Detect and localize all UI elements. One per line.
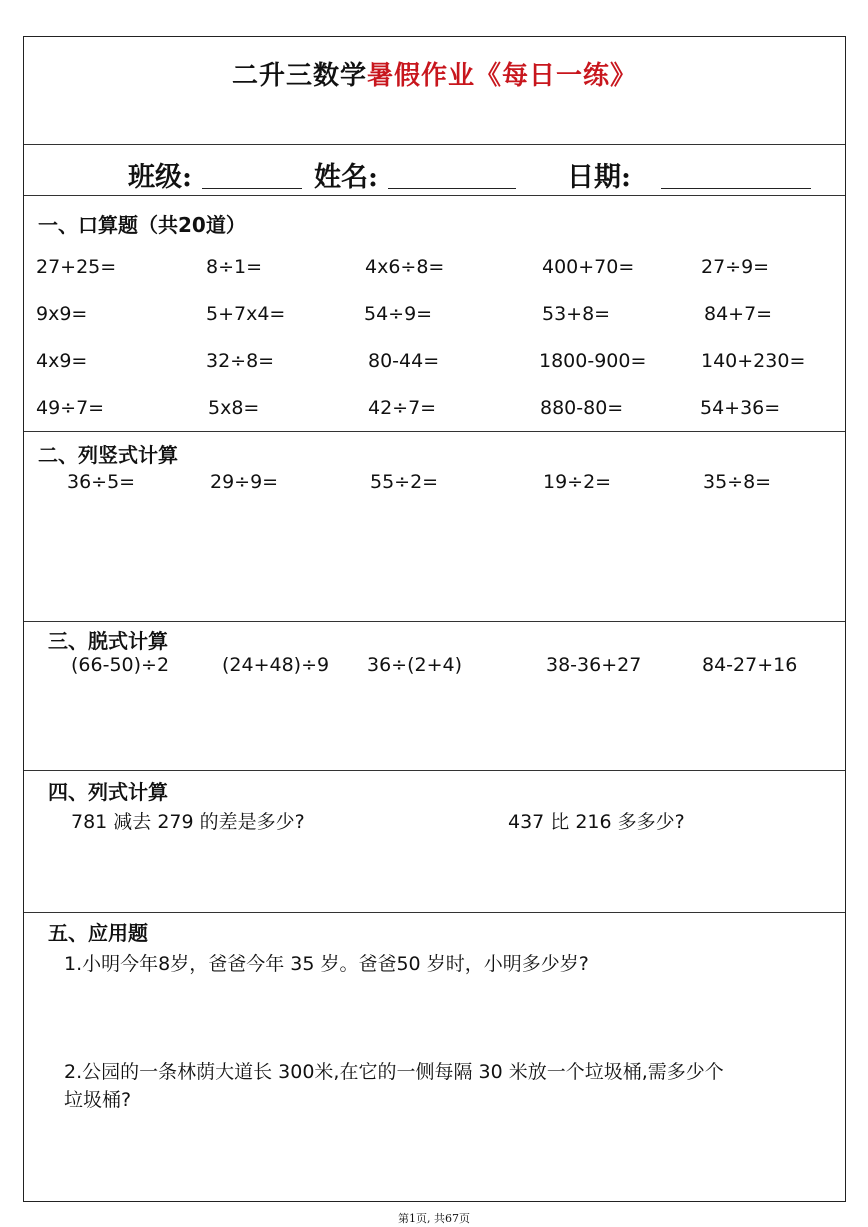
date-field[interactable]	[661, 188, 811, 189]
stepwise-item: (66-50)÷2	[71, 654, 170, 676]
vertical-item: 35÷8=	[703, 471, 772, 493]
oral-item: 9x9=	[36, 303, 88, 325]
vertical-item: 55÷2=	[370, 471, 439, 493]
page-footer: 第1页, 共67页	[398, 1212, 470, 1225]
oral-item: 5+7x4=	[206, 303, 286, 325]
stepwise-item: 36÷(2+4)	[367, 654, 463, 676]
section-oral-title: 一、口算题（共20道）	[38, 213, 246, 237]
class-field[interactable]	[202, 188, 302, 189]
oral-item: 27÷9=	[701, 256, 770, 278]
divider	[24, 195, 845, 196]
section-equation-title: 四、列式计算	[48, 780, 168, 804]
oral-item: 8÷1=	[206, 256, 263, 278]
vertical-item: 19÷2=	[543, 471, 612, 493]
oral-item: 4x6÷8=	[365, 256, 445, 278]
divider	[24, 431, 845, 432]
oral-item: 54÷9=	[364, 303, 433, 325]
oral-item: 5x8=	[208, 397, 260, 419]
oral-item: 54+36=	[700, 397, 781, 419]
page-title	[24, 55, 845, 92]
worksheet-frame	[23, 36, 846, 1202]
equation-question: 781 减去 279 的差是多少?	[71, 811, 305, 833]
divider	[24, 912, 845, 913]
divider	[24, 770, 845, 771]
vertical-item: 36÷5=	[67, 471, 136, 493]
oral-item: 880-80=	[540, 397, 624, 419]
name-label: 姓名:	[314, 162, 378, 193]
class-label: 班级:	[128, 162, 192, 193]
word-problem-2-line1: 2.公园的一条林荫大道长 300米,在它的一侧每隔 30 米放一个垃圾桶,需多少个	[64, 1061, 724, 1083]
title-red-part: 暑假作业《每日一练》	[367, 61, 638, 91]
stepwise-item: (24+48)÷9	[222, 654, 330, 676]
oral-item: 84+7=	[704, 303, 773, 325]
oral-item: 53+8=	[542, 303, 611, 325]
stepwise-item: 38-36+27	[546, 654, 642, 676]
oral-item: 400+70=	[542, 256, 635, 278]
oral-item: 49÷7=	[36, 397, 105, 419]
oral-item: 42÷7=	[368, 397, 437, 419]
oral-item: 4x9=	[36, 350, 88, 372]
divider	[24, 621, 845, 622]
oral-item: 80-44=	[368, 350, 440, 372]
title-black-part: 二升三数学	[231, 61, 367, 91]
date-label: 日期:	[567, 162, 631, 193]
word-problem-2-line2: 垃圾桶?	[64, 1089, 132, 1111]
divider	[24, 144, 845, 145]
section-vertical-title: 二、列竖式计算	[38, 443, 178, 467]
oral-item: 140+230=	[701, 350, 806, 372]
stepwise-item: 84-27+16	[702, 654, 798, 676]
section-stepwise-title: 三、脱式计算	[48, 629, 168, 653]
vertical-item: 29÷9=	[210, 471, 279, 493]
equation-question: 437 比 216 多多少?	[508, 811, 685, 833]
section-word-problems-title: 五、应用题	[48, 921, 148, 945]
word-problem-1: 1.小明今年8岁，爸爸今年 35 岁。爸爸50 岁时，小明多少岁?	[64, 953, 589, 975]
oral-item: 27+25=	[36, 256, 117, 278]
name-field[interactable]	[388, 188, 516, 189]
oral-item: 32÷8=	[206, 350, 275, 372]
oral-item: 1800-900=	[539, 350, 647, 372]
